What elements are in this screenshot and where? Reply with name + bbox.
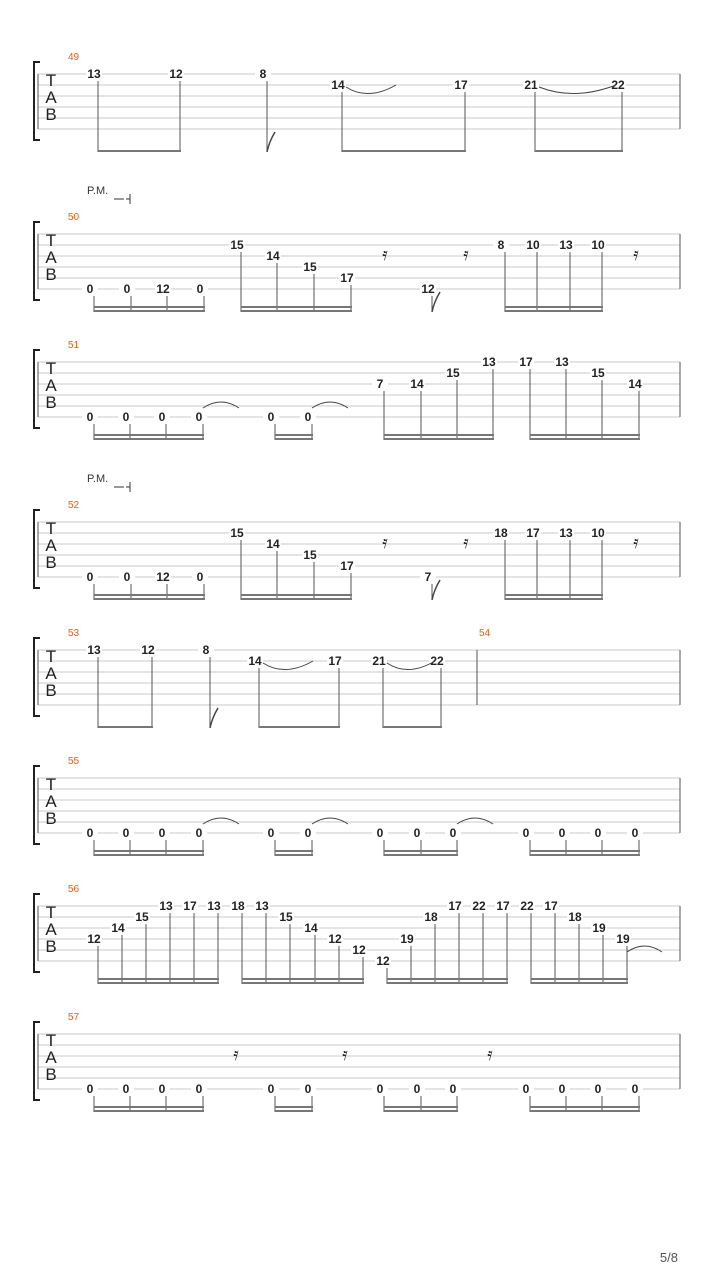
fret-number: 17 — [454, 78, 468, 92]
fret-number: 18 — [568, 910, 582, 924]
fret-number: 17 — [328, 654, 342, 668]
fret-number: 0 — [267, 410, 275, 424]
fret-number: 15 — [135, 910, 149, 924]
note-beam — [505, 598, 603, 600]
fret-number: 18 — [494, 526, 508, 540]
fret-number: 0 — [195, 410, 203, 424]
palm-mute-label: P.M. — [87, 185, 109, 197]
fret-number: 0 — [158, 410, 166, 424]
fret-number: 0 — [158, 826, 166, 840]
fret-number: 0 — [631, 826, 639, 840]
fret-number: 0 — [413, 826, 421, 840]
note-beam — [242, 978, 364, 980]
tab-clef-letter: A — [45, 248, 57, 267]
tie-arc — [203, 402, 239, 408]
legato-arc — [346, 85, 396, 94]
note-beam — [531, 978, 628, 980]
measure-number: 52 — [68, 500, 80, 511]
note-beam — [275, 854, 313, 856]
note-beam — [384, 854, 458, 856]
tab-clef-letter: A — [45, 920, 57, 939]
tab-clef-letter: B — [45, 393, 57, 412]
fret-number: 0 — [86, 570, 94, 584]
note-beam — [535, 150, 623, 152]
fret-number: 22 — [520, 899, 534, 913]
rest-symbol: 𝄿 — [233, 1044, 239, 1065]
note-beam — [275, 434, 313, 436]
fret-number: 0 — [86, 826, 94, 840]
note-beam — [530, 434, 640, 436]
fret-number: 0 — [376, 1082, 384, 1096]
note-flag — [432, 580, 440, 600]
fret-number: 0 — [631, 1082, 639, 1096]
note-beam — [384, 434, 494, 436]
note-beam — [275, 1110, 313, 1112]
note-beam — [384, 1110, 458, 1112]
fret-number: 0 — [196, 282, 204, 296]
note-beam — [530, 1106, 640, 1108]
note-beam — [94, 438, 204, 440]
fret-number: 12 — [87, 932, 101, 946]
fret-number: 0 — [304, 410, 312, 424]
tab-clef-letter: T — [45, 1031, 57, 1050]
fret-number: 13 — [559, 238, 573, 252]
note-beam — [531, 982, 628, 984]
fret-number: 0 — [267, 1082, 275, 1096]
measure-number: 56 — [68, 884, 80, 895]
fret-number: 0 — [123, 570, 131, 584]
fret-number: 0 — [449, 826, 457, 840]
tie-arc — [627, 946, 662, 952]
measure-number: 49 — [68, 52, 80, 63]
note-beam — [275, 1106, 313, 1108]
note-beam — [94, 310, 205, 312]
fret-number: 21 — [524, 78, 538, 92]
tie-arc — [312, 402, 348, 408]
fret-number: 0 — [86, 282, 94, 296]
fret-number: 0 — [376, 826, 384, 840]
rest-symbol: 𝄿 — [382, 532, 388, 553]
tab-clef-letter: T — [45, 359, 57, 378]
note-beam — [94, 598, 205, 600]
fret-number: 14 — [304, 921, 318, 935]
note-beam — [530, 850, 640, 852]
note-beam — [530, 1110, 640, 1112]
tab-system — [34, 340, 680, 440]
fret-number: 17 — [519, 355, 533, 369]
palm-mute-line — [114, 194, 130, 204]
fret-number: 17 — [496, 899, 510, 913]
tab-system — [34, 52, 680, 152]
fret-number: 17 — [183, 899, 197, 913]
tab-clef-letter: A — [45, 376, 57, 395]
rest-symbol: 𝄿 — [487, 1044, 493, 1065]
fret-number: 15 — [303, 548, 317, 562]
fret-number: 0 — [558, 1082, 566, 1096]
fret-number: 22 — [611, 78, 625, 92]
tab-system — [34, 1012, 680, 1112]
fret-number: 15 — [303, 260, 317, 274]
note-beam — [94, 854, 204, 856]
note-beam — [94, 306, 205, 308]
note-beam — [242, 982, 364, 984]
measure-number: 53 — [68, 628, 80, 639]
note-beam — [241, 598, 352, 600]
fret-number: 8 — [259, 67, 267, 81]
fret-number: 0 — [195, 1082, 203, 1096]
note-beam — [275, 850, 313, 852]
legato-arc — [387, 661, 435, 670]
fret-number: 18 — [231, 899, 245, 913]
fret-number: 15 — [446, 366, 460, 380]
fret-number: 7 — [424, 570, 432, 584]
fret-number: 0 — [304, 1082, 312, 1096]
fret-number: 0 — [594, 1082, 602, 1096]
fret-number: 17 — [340, 559, 354, 573]
tab-clef-letter: B — [45, 937, 57, 956]
fret-number: 17 — [526, 526, 540, 540]
fret-number: 10 — [591, 238, 605, 252]
note-beam — [505, 310, 603, 312]
measure-number: 54 — [479, 628, 491, 639]
fret-number: 12 — [156, 570, 170, 584]
note-beam — [98, 150, 181, 152]
tab-clef-letter: B — [45, 681, 57, 700]
fret-number: 0 — [449, 1082, 457, 1096]
rest-symbol: 𝄿 — [463, 532, 469, 553]
tab-system — [34, 884, 680, 984]
palm-mute-line — [114, 482, 130, 492]
fret-number: 15 — [230, 526, 244, 540]
fret-number: 19 — [400, 932, 414, 946]
fret-number: 14 — [628, 377, 642, 391]
fret-number: 14 — [111, 921, 125, 935]
tab-clef-letter: A — [45, 88, 57, 107]
tab-clef-letter: B — [45, 553, 57, 572]
note-beam — [275, 438, 313, 440]
fret-number: 14 — [248, 654, 262, 668]
note-beam — [384, 438, 494, 440]
fret-number: 12 — [156, 282, 170, 296]
tab-clef-letter: B — [45, 809, 57, 828]
note-beam — [241, 310, 352, 312]
fret-number: 17 — [448, 899, 462, 913]
fret-number: 15 — [591, 366, 605, 380]
fret-number: 18 — [424, 910, 438, 924]
note-beam — [241, 594, 352, 596]
fret-number: 0 — [86, 410, 94, 424]
measure-number: 51 — [68, 340, 80, 351]
fret-number: 0 — [304, 826, 312, 840]
palm-mute-label: P.M. — [87, 473, 109, 485]
fret-number: 14 — [266, 537, 280, 551]
fret-number: 13 — [482, 355, 496, 369]
fret-number: 12 — [352, 943, 366, 957]
note-beam — [94, 1110, 204, 1112]
measure-number: 55 — [68, 756, 80, 767]
fret-number: 0 — [122, 410, 130, 424]
note-flag — [210, 708, 218, 728]
fret-number: 0 — [195, 826, 203, 840]
tab-clef-letter: T — [45, 519, 57, 538]
fret-number: 15 — [230, 238, 244, 252]
note-beam — [98, 982, 219, 984]
fret-number: 13 — [87, 67, 101, 81]
tab-clef-letter: T — [45, 775, 57, 794]
note-beam — [530, 438, 640, 440]
rest-symbol: 𝄿 — [382, 244, 388, 265]
fret-number: 0 — [123, 282, 131, 296]
rest-symbol: 𝄿 — [633, 244, 639, 265]
fret-number: 15 — [279, 910, 293, 924]
fret-number: 0 — [122, 826, 130, 840]
fret-number: 8 — [497, 238, 505, 252]
fret-number: 12 — [141, 643, 155, 657]
tab-clef-letter: T — [45, 71, 57, 90]
note-beam — [259, 726, 340, 728]
tab-system — [34, 756, 680, 856]
fret-number: 0 — [413, 1082, 421, 1096]
fret-number: 0 — [86, 1082, 94, 1096]
note-beam — [384, 850, 458, 852]
tab-clef-letter: A — [45, 792, 57, 811]
fret-number: 22 — [472, 899, 486, 913]
fret-number: 14 — [410, 377, 424, 391]
measure-number: 57 — [68, 1012, 80, 1023]
tab-clef-letter: A — [45, 664, 57, 683]
note-beam — [505, 306, 603, 308]
note-beam — [94, 594, 205, 596]
fret-number: 13 — [255, 899, 269, 913]
fret-number: 10 — [591, 526, 605, 540]
fret-number: 22 — [430, 654, 444, 668]
fret-number: 21 — [372, 654, 386, 668]
tab-system — [34, 628, 680, 728]
tab-clef-letter: T — [45, 647, 57, 666]
fret-number: 19 — [592, 921, 606, 935]
tab-clef-letter: B — [45, 265, 57, 284]
fret-number: 14 — [266, 249, 280, 263]
note-beam — [387, 982, 508, 984]
fret-number: 19 — [616, 932, 630, 946]
legato-arc — [263, 661, 313, 670]
fret-number: 13 — [87, 643, 101, 657]
tie-arc — [457, 818, 493, 824]
measure-number: 50 — [68, 212, 80, 223]
note-beam — [505, 594, 603, 596]
tab-clef-letter: A — [45, 536, 57, 555]
note-beam — [384, 1106, 458, 1108]
note-beam — [94, 1106, 204, 1108]
fret-number: 12 — [376, 954, 390, 968]
fret-number: 0 — [558, 826, 566, 840]
tie-arc — [203, 818, 239, 824]
fret-number: 7 — [376, 377, 384, 391]
fret-number: 0 — [522, 826, 530, 840]
fret-number: 0 — [196, 570, 204, 584]
tab-clef-letter: T — [45, 903, 57, 922]
note-beam — [94, 850, 204, 852]
tab-clef-letter: B — [45, 105, 57, 124]
tab-system — [34, 473, 680, 600]
tie-arc — [312, 818, 348, 824]
fret-number: 13 — [207, 899, 221, 913]
fret-number: 17 — [544, 899, 558, 913]
tab-clef-letter: A — [45, 1048, 57, 1067]
fret-number: 12 — [169, 67, 183, 81]
fret-number: 8 — [202, 643, 210, 657]
fret-number: 14 — [331, 78, 345, 92]
tab-system — [34, 185, 680, 312]
fret-number: 12 — [421, 282, 435, 296]
note-beam — [94, 434, 204, 436]
rest-symbol: 𝄿 — [633, 532, 639, 553]
fret-number: 0 — [522, 1082, 530, 1096]
fret-number: 12 — [328, 932, 342, 946]
fret-number: 0 — [158, 1082, 166, 1096]
page-number: 5/8 — [659, 1250, 678, 1265]
note-beam — [342, 150, 466, 152]
fret-number: 13 — [559, 526, 573, 540]
note-beam — [383, 726, 442, 728]
note-beam — [241, 306, 352, 308]
fret-number: 0 — [594, 826, 602, 840]
note-beam — [98, 726, 153, 728]
fret-number: 10 — [526, 238, 540, 252]
fret-number: 0 — [267, 826, 275, 840]
legato-arc — [539, 85, 616, 94]
tab-clef-letter: B — [45, 1065, 57, 1084]
note-flag — [267, 132, 275, 152]
rest-symbol: 𝄿 — [463, 244, 469, 265]
fret-number: 13 — [159, 899, 173, 913]
note-beam — [387, 978, 508, 980]
tab-clef-letter: T — [45, 231, 57, 250]
rest-symbol: 𝄿 — [342, 1044, 348, 1065]
note-beam — [530, 854, 640, 856]
fret-number: 13 — [555, 355, 569, 369]
note-beam — [98, 978, 219, 980]
fret-number: 0 — [122, 1082, 130, 1096]
fret-number: 17 — [340, 271, 354, 285]
